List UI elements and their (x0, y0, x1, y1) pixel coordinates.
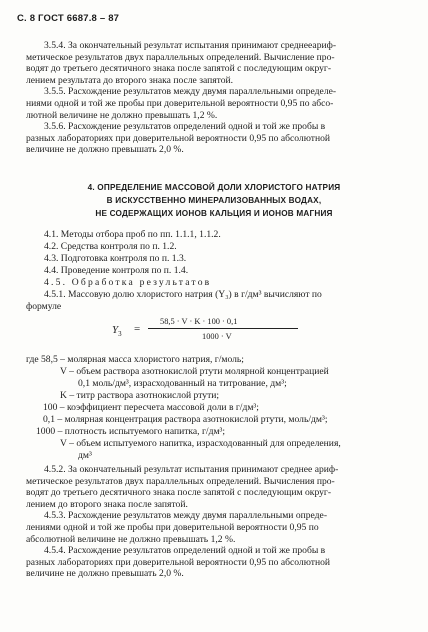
legend-line-8: V – объем испытуемого напитка, израсходованный для определения, (60, 438, 341, 449)
legend-line-5: 100 – коэффициент пересчета массовой доли в г/дм³; (43, 402, 259, 413)
text-line: 3.5.4. За окончательный результат испытания принимают среднееариф- (44, 40, 337, 51)
heading-line: В ИСКУССТВЕННО МИНЕРАЛИЗОВАННЫХ ВОДАХ, (106, 196, 322, 205)
text-line: разных лабораториях при доверительной вероятности 0,95 по абсолютной (26, 132, 331, 144)
item-4-5: 4.5. Обработка результатов (44, 277, 212, 288)
text-line: формуле (26, 300, 62, 312)
formula-denominator: 1000 · V (202, 332, 232, 341)
legend-line-9: дм³ (78, 450, 92, 461)
text-line: лениями одной и той же пробы при доверительной вероятности 0,95 по (26, 521, 319, 533)
section-4-paragraphs (26, 464, 402, 580)
text-line: лением до второго знака после запятой. (26, 498, 188, 510)
formula-equals: = (134, 323, 141, 335)
text-line: 3.5.6. Расхождение результатов определений одной и той же пробы в (44, 121, 326, 133)
text-line: 4.5.1. Массовую долю хлористого натрия (Y₃) в г/дм³ вычисляют по (44, 289, 322, 300)
text-line: величине не должно превышать 2,0 %. (26, 568, 184, 580)
paragraph-3-5-6 (26, 121, 402, 156)
legend-line-4: K – титр раствора азотнокислой ртути; (60, 390, 220, 401)
item-4-4: 4.4. Проведение контроля по п. 1.4. (44, 265, 189, 276)
text-line: абсолютной величине не должно превышать 1,2 %. (26, 533, 236, 545)
paragraph-4-5-1 (26, 289, 402, 312)
text-line: 3.5.5. Расхождение результатов между двумя параллельными определе- (44, 86, 337, 98)
text-line: лютной величине не должно превышать 1,2 %. (26, 109, 218, 121)
formula-variable: Y (112, 324, 119, 336)
paragraph-4-5-2 (26, 464, 402, 510)
section-4-heading (26, 181, 402, 220)
text-line: лением результата до второго знака после запятой. (26, 74, 234, 86)
fraction-bar (148, 328, 298, 329)
legend-line-6: 0,1 – молярная концентрация раствора азотнокислой ртути, моль/дм³; (43, 414, 328, 425)
paragraph-4-5-4 (26, 545, 402, 580)
heading-line: 4. ОПРЕДЕЛЕНИЕ МАССОВОЙ ДОЛИ ХЛОРИСТОГО НАТРИЯ (87, 183, 341, 192)
legend-line-2: V – объем раствора азотнокислой ртути молярной концентрацией (60, 366, 329, 377)
item-4-3: 4.3. Подготовка контроля по п. 1.3. (44, 253, 187, 264)
item-4-2: 4.2. Средства контроля по п. 1.2. (44, 241, 177, 252)
text-line: ниями одной и той же пробы при доверительной вероятности 0,95 по абсо- (26, 97, 334, 109)
text-line: величине не должно превышать 2,0 %. (26, 144, 184, 156)
text-line: водят до третьего десятичного знака после запятой с последующим округ- (26, 63, 332, 75)
legend-line-1: где 58,5 – молярная масса хлористого натрия, г/моль; (26, 354, 244, 365)
formula-numerator: 58,5 · V · K · 100 · 0,1 (160, 317, 238, 326)
page-header: С. 8 ГОСТ 6687.8 – 87 (17, 13, 120, 24)
heading-line: НЕ СОДЕРЖАЩИХ ИОНОВ КАЛЬЦИЯ И ИОНОВ МАГНИЯ (95, 209, 333, 218)
text-line: метическое результатов двух параллельных определений. Вычисление про- (26, 51, 335, 63)
text-line: водят до третьего десятичного знака после запятой с последующим округ- (26, 487, 332, 499)
section-3-paragraphs (26, 40, 402, 156)
text-line: 4.5.4. Расхождение результатов определений одной и той же пробы в (44, 545, 326, 557)
paragraph-3-5-4 (26, 40, 402, 86)
formula-lhs (112, 324, 122, 338)
formula (112, 315, 372, 349)
paragraph-4-5-3 (26, 510, 402, 545)
paragraph-3-5-5 (26, 86, 402, 121)
formula-subscript: 3 (118, 330, 122, 339)
text-line: 4.5.2. За окончательный результат испытания принимают среднее ариф- (44, 464, 339, 475)
text-line: разных лабораториях при доверительной вероятности 0,95 по абсолютной (26, 556, 331, 568)
paragraph-body (26, 289, 402, 312)
text-line: 4.5.3. Расхождение результатов между двумя параллельными опреде- (44, 510, 328, 522)
text-line: метическое результатов двух параллельных определений. Вычисления про- (26, 475, 335, 487)
legend-line-3: 0,1 моль/дм³, израсходованный на титрование, дм³; (78, 378, 287, 389)
legend-line-7: 1000 – плотность испытуемого напитка, г/дм³; (36, 426, 226, 437)
item-4-1: 4.1. Методы отбора проб по пп. 1.1.1, 1.1.2. (44, 229, 221, 240)
